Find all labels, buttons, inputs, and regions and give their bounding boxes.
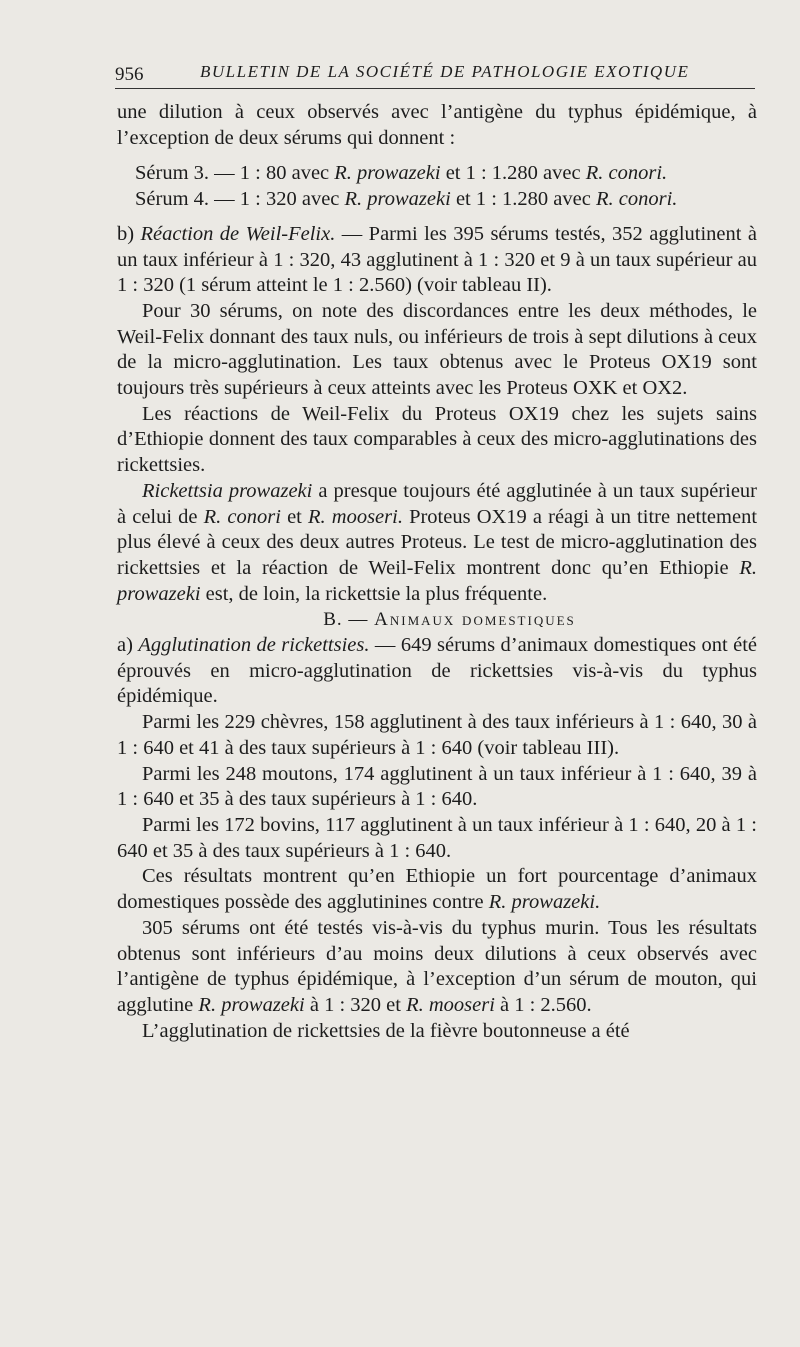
fievre-paragraph: L’agglutination de rickettsies de la fièvre boutonneuse a été <box>142 1019 630 1042</box>
agglutination-paragraph: a) Agglutination de rickettsies. — 649 sérums d’animaux domestiques ont été éprouvés en micro-agglutination de rickettsies vis-à-vis du typhus épidémique. <box>117 634 757 708</box>
agglutination-title: Agglutination de rickettsies. <box>138 634 370 657</box>
rickettsia-paragraph: Rickettsia prowazeki a presque toujours été agglutinée à un taux supérieur à celui de R. conori et R. mooseri. Proteus OX19 a réagi à un titre nettement plus élevé à ceux des deux autres Proteus. Le test de micro-agglutination des rickettsies et la réaction de Weil-Felix montrent donc qu’en Ethiopie R. prowazeki est, de loin, la rickettsie la plus fréquente. <box>117 479 758 605</box>
page-number: 956 <box>115 64 144 85</box>
resultats-paragraph: Ces résultats montrent qu’en Ethiopie un fort pourcentage d’animaux domestiques possède des agglutinines contre R. prowazeki. <box>117 865 757 914</box>
chevres-paragraph: Parmi les 229 chèvres, 158 agglutinent à des taux inférieurs à 1 : 640, 30 à 1 : 640 et 41 à des taux supérieurs à 1 : 640 (voir tableau III). <box>117 711 757 759</box>
section-heading: B. — Animaux domestiques <box>323 609 576 631</box>
serum-4-line: Sérum 4. — 1 : 320 avec R. prowazeki et 1 : 1.280 avec R. conori. <box>135 188 678 211</box>
ethiopie-paragraph: Les réactions de Weil-Felix du Proteus OX19 chez les sujets sains d’Ethiopie donnent des taux comparables à ceux des micro-agglutinations des rickettsies. <box>117 402 757 477</box>
serum-3-line: Sérum 3. — 1 : 80 avec R. prowazeki et 1 : 1.280 avec R. conori. <box>135 162 668 185</box>
murin-paragraph: 305 sérums ont été testés vis-à-vis du typhus murin. Tous les résultats obtenus sont inférieurs d’au moins deux dilutions à ceux observés avec l’antigène de typhus épidémique, à l’exception d’un sérum de mouton, qui agglutine R. prowazeki à 1 : 320 et R. mooseri à 1 : 2.560. <box>117 916 757 1016</box>
page-header <box>115 58 755 89</box>
moutons-paragraph: Parmi les 248 moutons, 174 agglutinent à un taux inférieur à 1 : 640, 39 à 1 : 640 et 35 à des taux supérieurs à 1 : 640. <box>117 762 757 811</box>
weil-felix-title: Réaction de Weil-Felix. <box>140 222 336 245</box>
weil-felix-paragraph: b) Réaction de Weil-Felix. — Parmi les 395 sérums testés, 352 agglutinent à un taux inférieur à 1 : 320, 43 agglutinent à 1 : 320 et 9 à un taux supérieur au 1 : 320 (1 sérum atteint le 1 : 2.560) (voir tableau II). <box>117 222 757 297</box>
running-title: BULLETIN DE LA SOCIÉTÉ DE PATHOLOGIE EXOTIQUE <box>200 62 690 81</box>
body-text <box>117 100 757 1044</box>
serum-results <box>117 161 757 212</box>
bovins-paragraph: Parmi les 172 bovins, 117 agglutinent à un taux inférieur à 1 : 640, 20 à 1 : 640 et 35 à des taux supérieurs à 1 : 640. <box>117 813 757 862</box>
intro-paragraph: une dilution à ceux observés avec l’antigène du typhus épidémique, à l’exception de deux sérums qui donnent : <box>117 101 757 149</box>
discordances-paragraph: Pour 30 sérums, on note des discordances entre les deux méthodes, le Weil-Felix donnant des taux nuls, ou inférieurs de trois à sept dilutions à ceux de la micro-agglutination. Les taux obtenus avec le Proteus OX19 sont toujours très supérieurs à ceux atteints avec les Proteus OXK et OX2. <box>117 299 757 400</box>
